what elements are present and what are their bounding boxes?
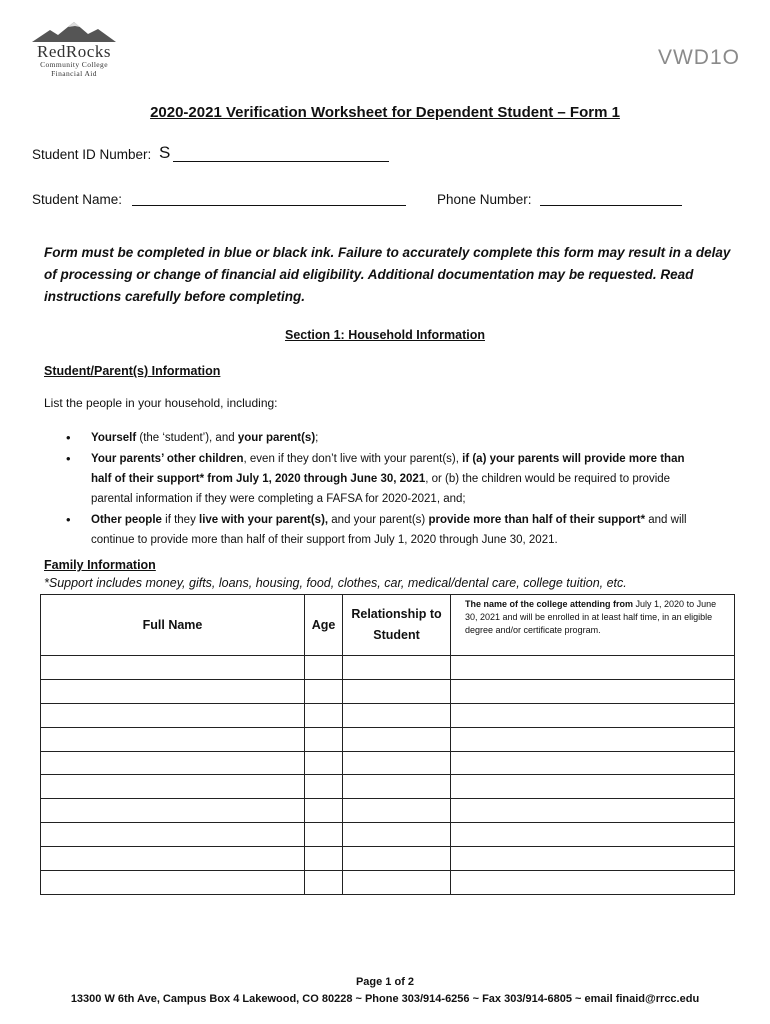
full-name-cell[interactable] (41, 775, 305, 799)
section-1-heading: Section 1: Household Information (284, 328, 485, 342)
relationship-cell[interactable] (343, 847, 451, 871)
student-id-field[interactable] (173, 146, 389, 162)
table-row (41, 847, 735, 871)
student-id-prefix: S (159, 143, 171, 162)
relationship-cell[interactable] (343, 703, 451, 727)
logo-name: RedRocks (37, 42, 111, 61)
mountain-icon (28, 20, 120, 44)
table-row (41, 656, 735, 680)
college-cell[interactable] (451, 727, 735, 751)
student-name-field[interactable] (132, 192, 406, 206)
relationship-cell[interactable] (343, 751, 451, 775)
age-cell[interactable] (305, 847, 343, 871)
table-row (41, 823, 735, 847)
college-logo (28, 20, 120, 90)
age-cell[interactable] (305, 727, 343, 751)
full-name-cell[interactable] (41, 703, 305, 727)
full-name-cell[interactable] (41, 823, 305, 847)
table-row (41, 871, 735, 895)
relationship-cell[interactable] (343, 775, 451, 799)
family-information-heading: Family Information (44, 558, 156, 572)
household-intro: List the people in your household, including: (44, 396, 278, 410)
age-cell[interactable] (305, 703, 343, 727)
table-row (41, 703, 735, 727)
table-header-row (41, 595, 735, 656)
table-row (41, 727, 735, 751)
footer-address: 13300 W 6th Ave, Campus Box 4 Lakewood, CO 80228 ~ Phone 303/914-6256 ~ Fax 303/914-6805 ~ email finaid@rrcc.edu (70, 993, 700, 1005)
student-id-label: Student ID Number: (32, 147, 152, 162)
full-name-cell[interactable] (41, 656, 305, 680)
age-cell[interactable] (305, 799, 343, 823)
age-cell[interactable] (305, 679, 343, 703)
college-cell[interactable] (451, 847, 735, 871)
column-header-college: The name of the college attending from July 1, 2020 to June 30, 2021 and will be enrolled in at least half time, in an eligible degree and/or certificate program. (451, 595, 735, 656)
college-cell[interactable] (451, 799, 735, 823)
column-header-full-name: Full Name (41, 595, 305, 656)
relationship-cell[interactable] (343, 679, 451, 703)
relationship-cell[interactable] (343, 656, 451, 680)
college-cell[interactable] (451, 871, 735, 895)
full-name-cell[interactable] (41, 799, 305, 823)
relationship-cell[interactable] (343, 823, 451, 847)
age-cell[interactable] (305, 871, 343, 895)
age-cell[interactable] (305, 751, 343, 775)
logo-subtitle: Community College (40, 60, 108, 69)
table-row (41, 751, 735, 775)
full-name-cell[interactable] (41, 727, 305, 751)
relationship-cell[interactable] (343, 727, 451, 751)
full-name-cell[interactable] (41, 847, 305, 871)
student-name-label: Student Name: (32, 192, 123, 207)
table-row (41, 679, 735, 703)
phone-label: Phone Number: (437, 192, 532, 207)
instructions-notice: Form must be completed in blue or black ink. Failure to accurately complete this form may result in a delay of processing or change of financial aid eligibility. Additional documentation may be requested. Read instructions carefully before completing. (44, 245, 731, 304)
page-number: Page 1 of 2 (355, 976, 415, 988)
college-cell[interactable] (451, 679, 735, 703)
form-code: VWD1O (657, 46, 740, 69)
full-name-cell[interactable] (41, 871, 305, 895)
college-cell[interactable] (451, 656, 735, 680)
full-name-cell[interactable] (41, 679, 305, 703)
age-cell[interactable] (305, 823, 343, 847)
household-bullet-list (66, 428, 706, 551)
family-information-table (40, 594, 735, 895)
relationship-cell[interactable] (343, 871, 451, 895)
bullet-icon: • (66, 430, 71, 445)
student-parent-heading: Student/Parent(s) Information (44, 364, 221, 378)
column-header-age: Age (305, 595, 343, 656)
phone-field[interactable] (540, 192, 682, 206)
college-cell[interactable] (451, 775, 735, 799)
support-note: *Support includes money, gifts, loans, housing, food, clothes, car, medical/dental care, college tuition, etc. (44, 576, 627, 590)
college-cell[interactable] (451, 751, 735, 775)
list-item: • Your parents’ other children, even if they don’t live with your parent(s), if (a) your parents will provide more than half of their support* from July 1, 2020 through June 30, 2021, or (b) the children would be required to provide parental information if they were completing a FAFSA for 2020-2021, and; (66, 451, 685, 505)
page-title: 2020-2021 Verification Worksheet for Dependent Student – Form 1 (150, 104, 620, 121)
table-row (41, 775, 735, 799)
bullet-icon: • (66, 512, 71, 527)
relationship-cell[interactable] (343, 799, 451, 823)
age-cell[interactable] (305, 775, 343, 799)
college-cell[interactable] (451, 703, 735, 727)
logo-department: Financial Aid (51, 69, 97, 78)
college-cell[interactable] (451, 823, 735, 847)
age-cell[interactable] (305, 656, 343, 680)
bullet-icon: • (66, 451, 71, 466)
column-header-relationship: Relationship to Student (343, 595, 451, 656)
list-item: • Yourself (the ‘student’), and your parent(s); (66, 428, 706, 448)
table-row (41, 799, 735, 823)
full-name-cell[interactable] (41, 751, 305, 775)
list-item: • Other people if they live with your parent(s), and your parent(s) provide more than half of their support* and will continue to provide more than half of their support from July 1, 2020 through June 30, 2021. (66, 512, 687, 546)
